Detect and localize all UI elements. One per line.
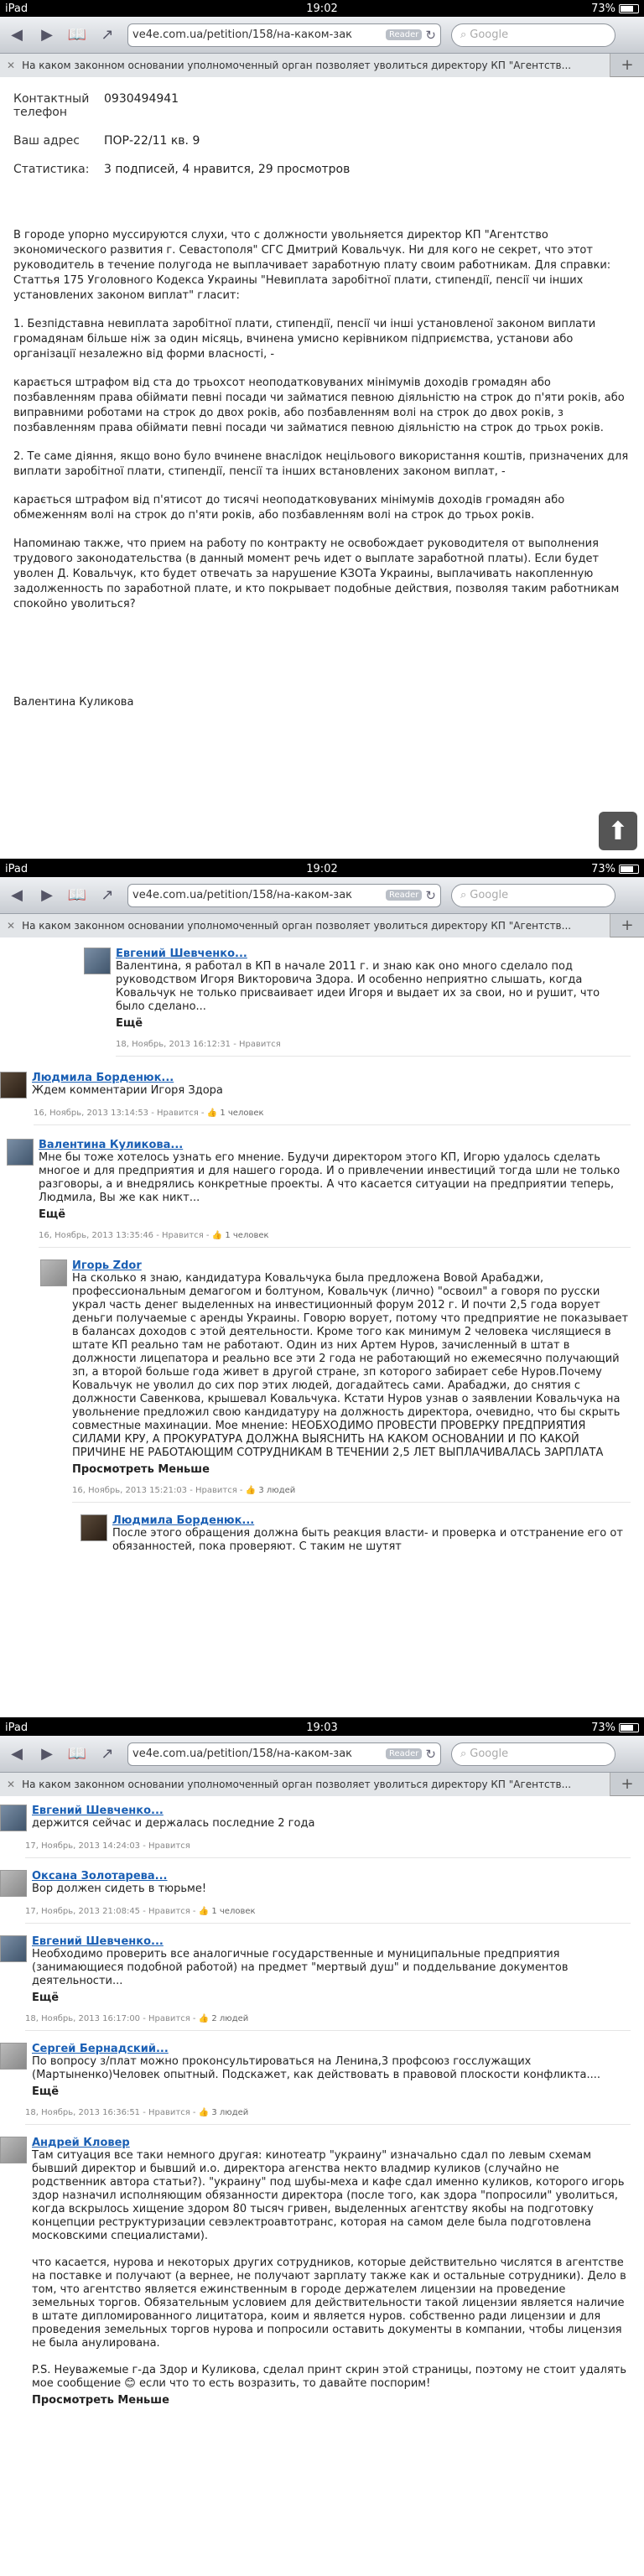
battery-icon xyxy=(619,865,639,874)
address-bar[interactable] xyxy=(127,884,441,907)
new-tab-button[interactable]: + xyxy=(621,1775,634,1793)
device-label: iPad xyxy=(5,862,29,875)
like-link[interactable]: Нравится xyxy=(148,2108,190,2117)
comment xyxy=(84,948,631,1057)
scroll-to-top-button[interactable] xyxy=(599,812,637,850)
search-icon: ⌕ xyxy=(460,29,467,41)
comment-text: По вопросу з/плат можно проконсультироваться на Ленина,3 профсоюз госслужащих (Мартыненко)Человек опытный. Подскажет, как действовать в правовой плоскости конфликта.... xyxy=(32,2055,601,2081)
url-text: ve4e.com.ua/petition/158/на-каком-зак xyxy=(132,29,353,41)
comment-text: На сколько я знаю, кандидатура Ковальчука была предложена Вовой Арабаджи, профессиональным демагогом и болтуном, Ковальчук (лично) "освоил" а говоря по русски украл часть денег выделенных на инвестиционный форум 2012 г. И почти 2,5 года ворует деньги получаемые с аренды Украины. Говорю ворует, потому что предприятие не показывает в балансах доходов с этой деятельности. Кроме того как минимум 2 человека числящиеся в штате КП реально там не работают. Один из них Артем Нуров, зачисленный в штат в должности лицепатора и реально все эти 2 года не работающий но ежемесячно получающий зп, а второй больше года живет в другой стране, зп которого забирает себе Нуров.Почему Ковальчук не уволил до сих пор этих людей, догадайтесь сами. Арабаджи, до снятия с должности Савенкова, крышевал Ковальчука. Кстати Нуров узнав о заявлении Ковальчука на увольнение предложил свою кандидатуру на должность директора, очевидно, что бы скрыть совместные махинации. Мое мнение: НЕОБХОДИМО ПРОВЕСТИ ПРОВЕРКУ ПРЕДПРИЯТИЯ СИЛАМИ КРУ, А ПРОКУРАТУРА ДОЛЖНА ВЫЯСНИТЬ НА КАКОМ ОСНОВАНИИ И ПО КАКОЙ ПРИЧИНЕ НЕ РАБОТАЮЩИМ СОТРУДНИКАМ В ТЕЧЕНИИ 2,5 ЛЕТ ВЫПЛАЧИВАЛАСЬ ЗАРПЛАТА xyxy=(72,1272,629,1459)
show-more-link[interactable]: Ещё xyxy=(32,1992,60,2004)
tab-bar xyxy=(0,1773,644,1796)
comment-text: Ждем комментарии Игоря Здора xyxy=(32,1084,223,1097)
like-link[interactable]: Нравится xyxy=(195,1486,237,1495)
comment-text: После этого обращения должна быть реакция власти- и проверка и отстранение его от обязанностей, пока проверяют. С таким не шутят xyxy=(112,1527,623,1553)
avatar[interactable] xyxy=(0,2137,27,2163)
back-icon[interactable]: ◀ xyxy=(11,886,23,904)
comment xyxy=(0,1805,631,1858)
bookmarks-icon[interactable]: 📖 xyxy=(67,1745,87,1763)
reader-button[interactable]: Reader xyxy=(386,890,422,901)
like-link[interactable]: Нравится xyxy=(148,2014,190,2023)
arrow-up-icon: ⬆ xyxy=(607,816,629,846)
comment-text: держится сейчас и держалась последние 2 года xyxy=(32,1817,315,1830)
avatar[interactable] xyxy=(0,2043,27,2070)
comment-author[interactable]: Валентина Куликова... xyxy=(39,1139,184,1151)
address-bar[interactable] xyxy=(127,23,441,47)
thumb-icon: 👍 xyxy=(206,1109,218,1118)
new-tab-button[interactable]: + xyxy=(621,917,634,934)
comment-author[interactable]: Сергей Бернадский... xyxy=(32,2043,169,2055)
comment-text: Необходимо проверить все аналогичные государственные и муниципальные предприятия (занимающиеся подобной работой) на предмет "мертвый душ" и поддельвание документов деятельности... xyxy=(32,1948,569,1987)
browser-toolbar xyxy=(0,17,644,54)
comment xyxy=(0,2043,631,2125)
close-tab-icon[interactable]: ✕ xyxy=(7,59,16,71)
tab-active[interactable] xyxy=(0,914,610,937)
like-link[interactable]: Нравится xyxy=(148,1907,190,1916)
avatar[interactable] xyxy=(40,1259,67,1286)
clock: 19:02 xyxy=(306,2,338,15)
search-icon: ⌕ xyxy=(460,1748,467,1760)
search-placeholder: Google xyxy=(470,29,509,41)
comment-meta: 17, Ноябрь, 2013 14:24:03 - Нравится xyxy=(25,1841,631,1858)
share-icon[interactable]: ↗ xyxy=(101,1745,114,1763)
battery-percent: 73% xyxy=(591,1721,615,1734)
paragraph: 1. Безпідставна невиплата заробітної плати, стипендії, пенсії чи інші установленої законом виплати громадянам більше ніж за один місяць, вчинена умисно керівником підприємства, установи або організації незалежно від форми власності, - xyxy=(13,318,596,361)
comment xyxy=(40,1259,631,1503)
avatar[interactable] xyxy=(0,1072,27,1098)
share-icon[interactable]: ↗ xyxy=(101,886,114,904)
comment-meta: 18, Ноябрь, 2013 16:17:00 - Нравится - 👍 2 людей xyxy=(25,2014,631,2031)
paragraph: В городе упорно муссируются слухи, что с должности увольняется директор КП "Агентство экономического развития г. Севастополя" СГС Дмитрий Ковальчук. Ни для кого не секрет, что этот руководитель в течение полугода не выплачивает заработную плату своим работникам. Для справки: Статтья 175 Уголовного Кодекса Украины "Невиплата заробітної плати, стипендії, пенсії чи інших установлених законом виплат" гласит: xyxy=(13,229,611,302)
forward-icon[interactable]: ▶ xyxy=(41,26,53,44)
paragraph: карається штрафом від ста до трьохсот неоподатковуваних мінімумів доходів громадян або позбавленням права обіймати певні посади чи займатися певною діяльністю на строк до п'яти років, або виправними роботами на строк до двох років, або позбавленням волі на строк до двох років, з позбавленням права обіймати певні посади чи займатися певною діяльністю на строк до трьох років. xyxy=(13,377,625,434)
status-bar xyxy=(0,1719,644,1736)
status-bar xyxy=(0,0,644,17)
reload-icon[interactable]: ↻ xyxy=(425,1746,436,1762)
comment-text: Валентина, я работал в КП в начале 2011 г. и знаю как оно много сделало под руководством Игоря Викторовича Здора. И особенно неприятно слышать, когда Ковальчук не только присваивает идеи Игоря и выдает их за свои, но и рушит, что было сделано... xyxy=(116,960,600,1013)
info-phone xyxy=(13,92,631,119)
show-more-link[interactable]: Ещё xyxy=(39,1208,66,1221)
like-link[interactable]: Нравится xyxy=(162,1231,204,1240)
avatar[interactable] xyxy=(7,1139,34,1166)
search-icon: ⌕ xyxy=(460,889,467,901)
thumb-icon: 👍 xyxy=(198,2014,210,2023)
avatar[interactable] xyxy=(84,948,111,974)
browser-toolbar xyxy=(0,1736,644,1773)
new-tab-button[interactable]: + xyxy=(621,56,634,74)
thumb-icon: 👍 xyxy=(198,2108,210,2117)
comment xyxy=(0,1935,631,2031)
like-link[interactable]: Нравится xyxy=(157,1109,199,1118)
like-count: 1 человек xyxy=(211,1907,256,1916)
forward-icon[interactable]: ▶ xyxy=(41,886,53,904)
tab-title: На каком законном основании уполномоченный орган позволяет уволиться директору КП "Агентств... xyxy=(22,919,572,932)
device-label: iPad xyxy=(5,1721,29,1734)
close-tab-icon[interactable]: ✕ xyxy=(7,1778,16,1790)
comment-text: Вор должен сидеть в тюрьме! xyxy=(32,1883,207,1895)
comment-meta: 16, Ноябрь, 2013 15:21:03 - Нравится - 👍 3 людей xyxy=(72,1486,631,1503)
info-value: ПОР-22/11 кв. 9 xyxy=(104,134,200,148)
reader-button[interactable]: Reader xyxy=(386,1748,422,1759)
comment xyxy=(0,1072,631,1125)
comment-date: 18, Ноябрь, 2013 16:12:31 xyxy=(116,1040,231,1049)
info-label: Статистика: xyxy=(13,163,90,176)
petition-author: Валентина Куликова xyxy=(13,696,134,709)
battery-icon xyxy=(619,1723,639,1732)
clock: 19:02 xyxy=(306,862,338,875)
tab-active[interactable] xyxy=(0,54,610,77)
info-label: Контактный телефон xyxy=(13,92,90,119)
comment-date: 17, Ноябрь, 2013 21:08:45 xyxy=(25,1907,141,1916)
paragraph: карається штрафом від п'ятисот до тисячі неоподатковуваних мінімумів доходів громадян або обмеженням волі на строк до п'яти років, або позбавленням волі на строк до трьох років. xyxy=(13,494,565,522)
search-placeholder: Google xyxy=(470,1748,509,1760)
comment xyxy=(0,2137,631,2407)
comment-date: 18, Ноябрь, 2013 16:36:51 xyxy=(25,2108,141,2117)
paragraph: 2. Те саме діяння, якщо воно було вчинене внаслідок нецільового використання коштів, призначених для виплати заробітної плати, стипендії, пенсії та інших встановлених законом виплат, - xyxy=(13,450,629,478)
paragraph: Напоминаю также, что прием на работу по контракту не освобождает руководителя от выполнения трудового законодательства (в данный момент речь идет о выплате заработной платы). Если будет уволен Д. Ковальчук, кто будет отвечать за нарушение КЗОТа Украины, выплачивать накопленную задолженность по заработной плате, и кто покрывает подобные действия, позволяя таким работникам спокойно уволиться? xyxy=(13,538,620,610)
show-more-link[interactable]: Ещё xyxy=(32,2085,60,2098)
comment xyxy=(7,1139,631,1248)
show-less-link[interactable]: Просмотреть Меньше xyxy=(32,2394,169,2407)
avatar[interactable] xyxy=(0,1805,27,1831)
petition-text xyxy=(13,228,631,612)
like-link[interactable]: Нравится xyxy=(148,1841,190,1851)
like-count: 3 людей xyxy=(211,2108,249,2117)
clock: 19:03 xyxy=(306,1721,338,1734)
url-text: ve4e.com.ua/petition/158/на-каком-зак xyxy=(132,889,353,901)
tab-active[interactable] xyxy=(0,1773,610,1796)
comment-date: 16, Ноябрь, 2013 13:35:46 xyxy=(39,1231,154,1240)
info-label: Ваш адрес xyxy=(13,134,80,148)
like-count: 3 людей xyxy=(258,1486,296,1495)
status-bar xyxy=(0,860,644,877)
thumb-icon: 👍 xyxy=(198,1907,210,1916)
avatar[interactable] xyxy=(0,1870,27,1897)
comment-meta: 16, Ноябрь, 2013 13:14:53 - Нравится - 👍 1 человек xyxy=(34,1109,631,1125)
comment xyxy=(0,1870,631,1924)
comment-date: 18, Ноябрь, 2013 16:17:00 xyxy=(25,2014,141,2023)
search-input[interactable] xyxy=(451,23,615,47)
battery-icon xyxy=(619,4,639,13)
avatar[interactable] xyxy=(80,1514,107,1541)
comment-meta: 16, Ноябрь, 2013 13:35:46 - Нравится - 👍 1 человек xyxy=(39,1231,631,1248)
comment xyxy=(80,1514,631,1554)
close-tab-icon[interactable]: ✕ xyxy=(7,919,16,932)
info-value: 0930494941 xyxy=(104,92,179,106)
screen-3 xyxy=(0,1717,644,2576)
share-icon[interactable]: ↗ xyxy=(101,26,114,44)
tab-title: На каком законном основании уполномоченный орган позволяет уволиться директору КП "Агентств... xyxy=(22,59,572,71)
address-bar[interactable] xyxy=(127,1742,441,1766)
comment-author[interactable]: Людмила Борденюк... xyxy=(32,1072,174,1084)
battery-percent: 73% xyxy=(591,2,615,15)
petition-page xyxy=(0,92,644,709)
bookmarks-icon[interactable]: 📖 xyxy=(67,26,87,44)
comment-text: Там ситуация все таки немного другая: кинотеатр "украину" изначально сдал по левым схемам бывший директор и бывший и.о. директора агенства некто владмир куликов (случайно не родственник автора статьи?). "украину" под шубы-меха и кафе сдал именно куликов, которого игорь здор назначил исполняющим обязанности директора (после того, как здора "попросили" уволиться, когда вскрылось хищение здором 80 тысяч гривен, выделенных агентству якобы на подготовку концепции реструктуризации севэлектроавтотранс, которая на самом деле была подготовлена московскими специалистами). что касается, нурова и некоторых других сотрудников, которые действительно числятся в агентстве на поставке и получают (а вернее, не получают зарплату также как и остальные сотрудники). Дело в том, что агентство является ежинственным в городе держателем лицензии на проведение земельных торгов. Обязательным условием для действительности такой лицензии является наличие в штате дипломированного лицитатора, коим и является нуров. собственно ради лицензии и для проведения земельных торгов нурова и попросили оставить документы в компании, чтобы лицензия не была анулирована. P.S. Неуважемые г-да Здор и Куликова, сделал принт скрин этой страницы, поэтому не стоит удалять мое сообщение 😊 если что то есть возразить, то давайте поспорим! xyxy=(32,2149,627,2390)
comment-date: 16, Ноябрь, 2013 13:14:53 xyxy=(34,1109,149,1118)
comment-author[interactable]: Игорь Zdor xyxy=(72,1259,142,1272)
comment-date: 16, Ноябрь, 2013 15:21:03 xyxy=(72,1486,188,1495)
reload-icon[interactable]: ↻ xyxy=(425,27,436,43)
bookmarks-icon[interactable]: 📖 xyxy=(67,886,87,904)
avatar[interactable] xyxy=(0,1935,27,1962)
comment-author[interactable]: Евгений Шевченко... xyxy=(32,1805,164,1817)
url-text: ve4e.com.ua/petition/158/на-каком-зак xyxy=(132,1748,353,1760)
search-placeholder: Google xyxy=(470,889,509,901)
screen-1 xyxy=(0,0,644,859)
comment-date: 17, Ноябрь, 2013 14:24:03 xyxy=(25,1841,141,1851)
back-icon[interactable]: ◀ xyxy=(11,26,23,44)
comment-author[interactable]: Андрей Кловер xyxy=(32,2137,130,2149)
device-label: iPad xyxy=(5,2,29,15)
like-count: 1 человек xyxy=(225,1231,269,1240)
browser-toolbar xyxy=(0,877,644,914)
thumb-icon: 👍 xyxy=(245,1486,257,1495)
info-value: 3 подписей, 4 нравится, 29 просмотров xyxy=(104,163,351,176)
info-address xyxy=(13,134,631,148)
screen-2 xyxy=(0,859,644,1717)
like-count: 2 людей xyxy=(211,2014,249,2023)
comment-text: Мне бы тоже хотелось узнать его мнение. Будучи директором этого КП, Игорю удалось сделать многое и для предприятия и для нашего города. И о привлечении инвестиций тогда шли не только разговоры, а и внедрялись конкретные проекты. А что касается ситуации на предприятии теперь, Людмила, Вы же как никт... xyxy=(39,1151,621,1204)
search-input[interactable] xyxy=(451,1742,615,1766)
search-input[interactable] xyxy=(451,884,615,907)
comment-author[interactable]: Людмила Борденюк... xyxy=(112,1514,255,1527)
like-link[interactable]: Нравится xyxy=(239,1040,281,1049)
thumb-icon: 👍 xyxy=(211,1231,223,1240)
info-stats xyxy=(13,163,631,176)
comment-author[interactable]: Евгений Шевченко... xyxy=(116,948,247,960)
comment-author[interactable]: Евгений Шевченко... xyxy=(32,1935,164,1948)
reload-icon[interactable]: ↻ xyxy=(425,887,436,903)
back-icon[interactable]: ◀ xyxy=(11,1745,23,1763)
tab-title: На каком законном основании уполномоченный орган позволяет уволиться директору КП "Агентств... xyxy=(22,1778,572,1790)
tab-bar xyxy=(0,54,644,77)
forward-icon[interactable]: ▶ xyxy=(41,1745,53,1763)
show-more-link[interactable]: Ещё xyxy=(116,1017,143,1030)
reader-button[interactable]: Reader xyxy=(386,29,422,40)
comment-meta: 17, Ноябрь, 2013 21:08:45 - Нравится - 👍 1 человек xyxy=(25,1907,631,1924)
like-count: 1 человек xyxy=(220,1109,264,1118)
show-less-link[interactable]: Просмотреть Меньше xyxy=(72,1463,210,1476)
tab-bar xyxy=(0,914,644,937)
battery-percent: 73% xyxy=(591,862,615,875)
comment-meta: 18, Ноябрь, 2013 16:12:31 - Нравится xyxy=(116,1040,631,1057)
comment-meta: 18, Ноябрь, 2013 16:36:51 - Нравится - 👍 3 людей xyxy=(25,2108,631,2125)
comment-author[interactable]: Оксана Золотарева... xyxy=(32,1870,168,1883)
